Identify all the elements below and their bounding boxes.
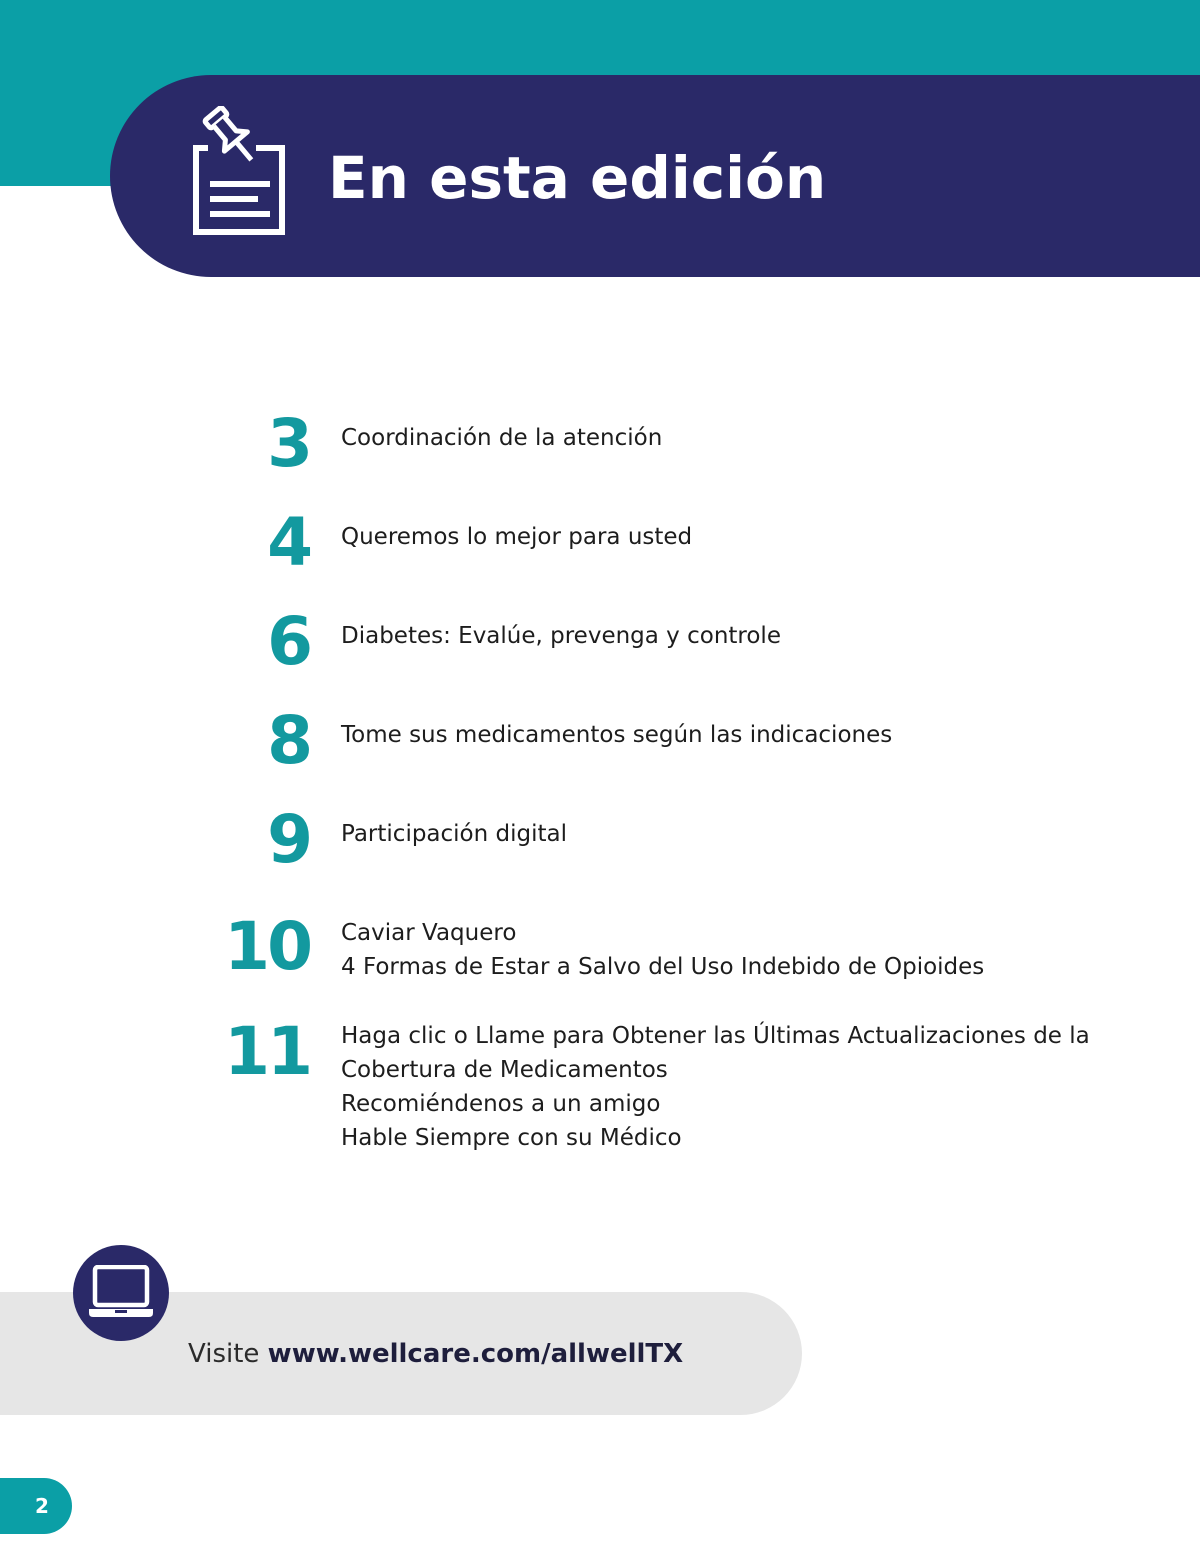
toc-entry-text [341, 817, 567, 851]
laptop-icon [87, 1265, 155, 1321]
toc-entry-line: Hable Siempre con su Médico [341, 1125, 682, 1151]
toc-entry-text [341, 619, 781, 653]
toc-page-number: 9 [267, 801, 310, 878]
toc-page-number: 6 [267, 603, 310, 680]
page-title: En esta edición [328, 144, 827, 212]
toc-entry-line: Queremos lo mejor para usted [341, 524, 693, 550]
toc-entry-line: Participación digital [341, 821, 568, 847]
toc-entry-line: Cobertura de Medicamentos [341, 1057, 668, 1083]
page-number: 2 [35, 1494, 49, 1518]
toc-page-number: 8 [267, 702, 310, 779]
laptop-badge [73, 1245, 169, 1341]
toc-entry-line: Recomiéndenos a un amigo [341, 1091, 661, 1117]
toc-entry-text [341, 421, 662, 455]
toc-entry-text [341, 520, 692, 554]
toc-entry-text [341, 1019, 1090, 1155]
toc-page-number: 11 [224, 1013, 310, 1090]
clipboard-pin-icon [190, 106, 290, 238]
website-link[interactable]: www.wellcare.com/allwellTX [267, 1339, 684, 1369]
footer-visit-text [188, 1336, 683, 1372]
toc-entry-line: Coordinación de la atención [341, 425, 663, 451]
toc-entry-line: Diabetes: Evalúe, prevenga y controle [341, 623, 781, 649]
toc-entry-line: 4 Formas de Estar a Salvo del Uso Indebido de Opioides [341, 954, 985, 980]
toc-page-number: 10 [224, 908, 310, 985]
toc-entry-text [341, 718, 892, 752]
toc-entry-line: Haga clic o Llame para Obtener las Últimas Actualizaciones de la [341, 1023, 1090, 1049]
toc-entry-line: Caviar Vaquero [341, 920, 517, 946]
toc-entry-line: Tome sus medicamentos según las indicaciones [341, 722, 893, 748]
visit-label: Visite [188, 1339, 260, 1369]
toc-page-number: 4 [267, 504, 310, 581]
toc-entry-text [341, 916, 984, 984]
toc-page-number: 3 [267, 405, 310, 482]
